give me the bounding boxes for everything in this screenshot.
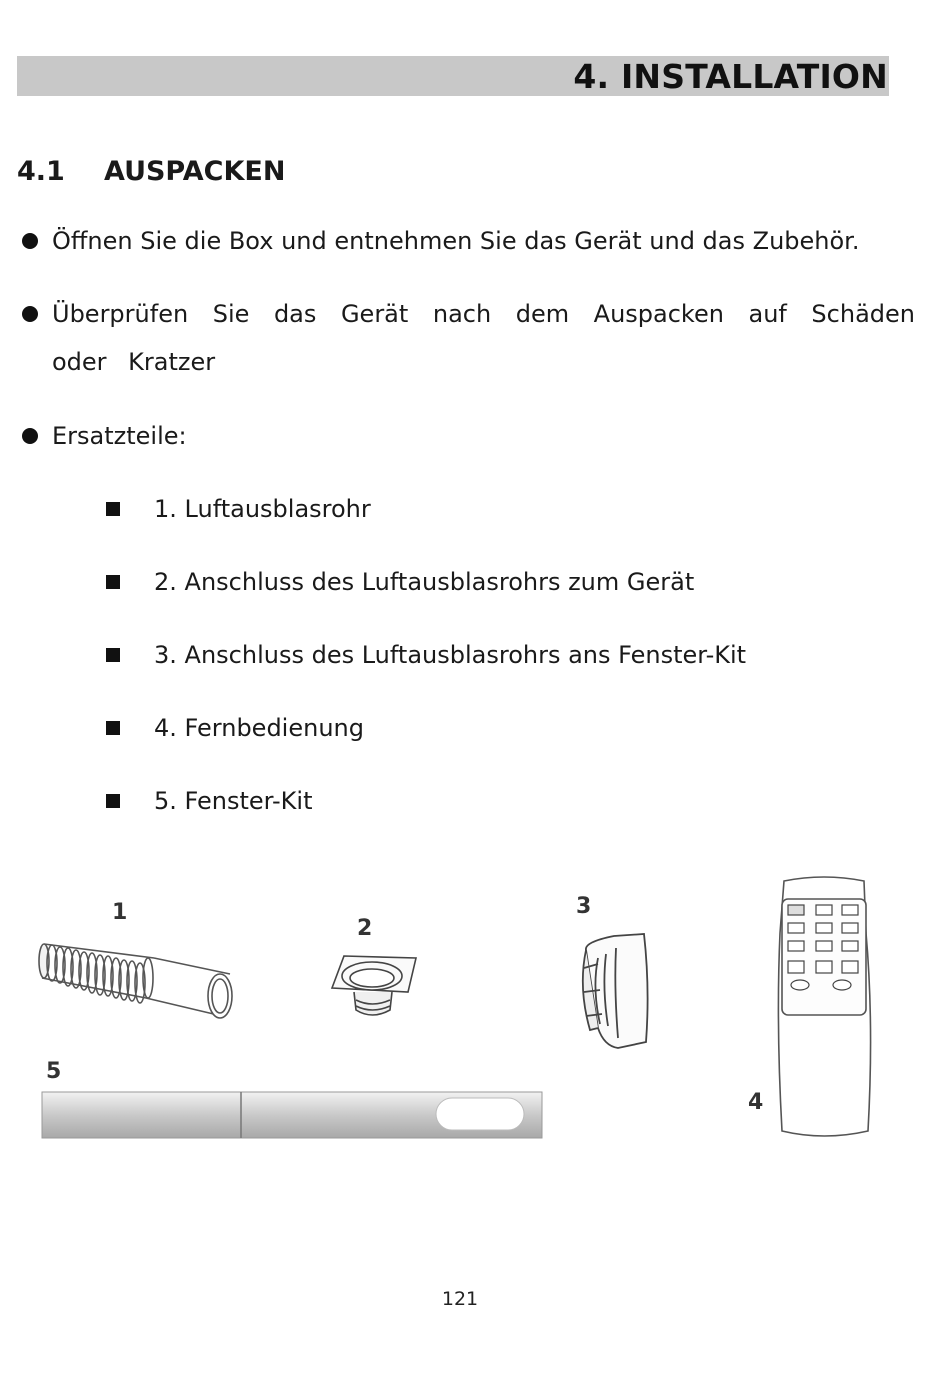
part-text: 4. Fernbedienung bbox=[154, 714, 364, 742]
bullet-dot-icon bbox=[22, 233, 38, 249]
bullet-dot-icon bbox=[22, 306, 38, 322]
illustration-label-3: 3 bbox=[576, 894, 592, 919]
square-bullet-icon bbox=[106, 502, 120, 516]
bullet-item bbox=[20, 217, 915, 265]
part-text: 1. Luftausblasrohr bbox=[154, 495, 371, 523]
subsection-number: 4.1 bbox=[17, 156, 65, 187]
square-bullet-icon bbox=[106, 794, 120, 808]
section-header-bar bbox=[17, 56, 889, 96]
illustration-label-1: 1 bbox=[112, 900, 128, 925]
window-kit-illustration bbox=[38, 1088, 546, 1142]
part-text: 3. Anschluss des Luftausblasrohrs ans Fenster-Kit bbox=[154, 641, 747, 669]
exhaust-hose-illustration bbox=[34, 922, 244, 1027]
bullet-text: Öffnen Sie die Box und entnehmen Sie das Gerät und das Zubehör. bbox=[52, 227, 860, 255]
part-text: 2. Anschluss des Luftausblasrohrs zum Gerät bbox=[154, 568, 695, 596]
page-number: 121 bbox=[441, 1288, 479, 1310]
window-adapter-illustration bbox=[574, 928, 654, 1053]
bullet-text: Überprüfen Sie das Gerät nach dem Auspacken auf Schäden oder Kratzer bbox=[52, 300, 915, 376]
device-adapter-illustration bbox=[326, 948, 421, 1023]
remote-control-illustration bbox=[770, 873, 878, 1141]
subsection-title: AUSPACKEN bbox=[104, 156, 286, 187]
square-bullet-icon bbox=[106, 721, 120, 735]
part-list-item bbox=[106, 783, 312, 819]
section-title: 4. INSTALLATION bbox=[573, 57, 888, 96]
part-list-item bbox=[106, 637, 746, 673]
square-bullet-icon bbox=[106, 648, 120, 662]
part-list-item bbox=[106, 564, 694, 600]
part-list-item bbox=[106, 710, 364, 746]
part-text: 5. Fenster-Kit bbox=[154, 787, 313, 815]
illustration-label-4: 4 bbox=[748, 1090, 764, 1115]
bullet-item bbox=[20, 290, 915, 386]
illustration-label-5: 5 bbox=[46, 1059, 62, 1084]
bullet-text: Ersatzteile: bbox=[52, 422, 187, 450]
part-list-item bbox=[106, 491, 371, 527]
bullet-dot-icon bbox=[22, 428, 38, 444]
square-bullet-icon bbox=[106, 575, 120, 589]
bullet-item bbox=[20, 412, 915, 460]
illustration-label-2: 2 bbox=[357, 916, 373, 941]
